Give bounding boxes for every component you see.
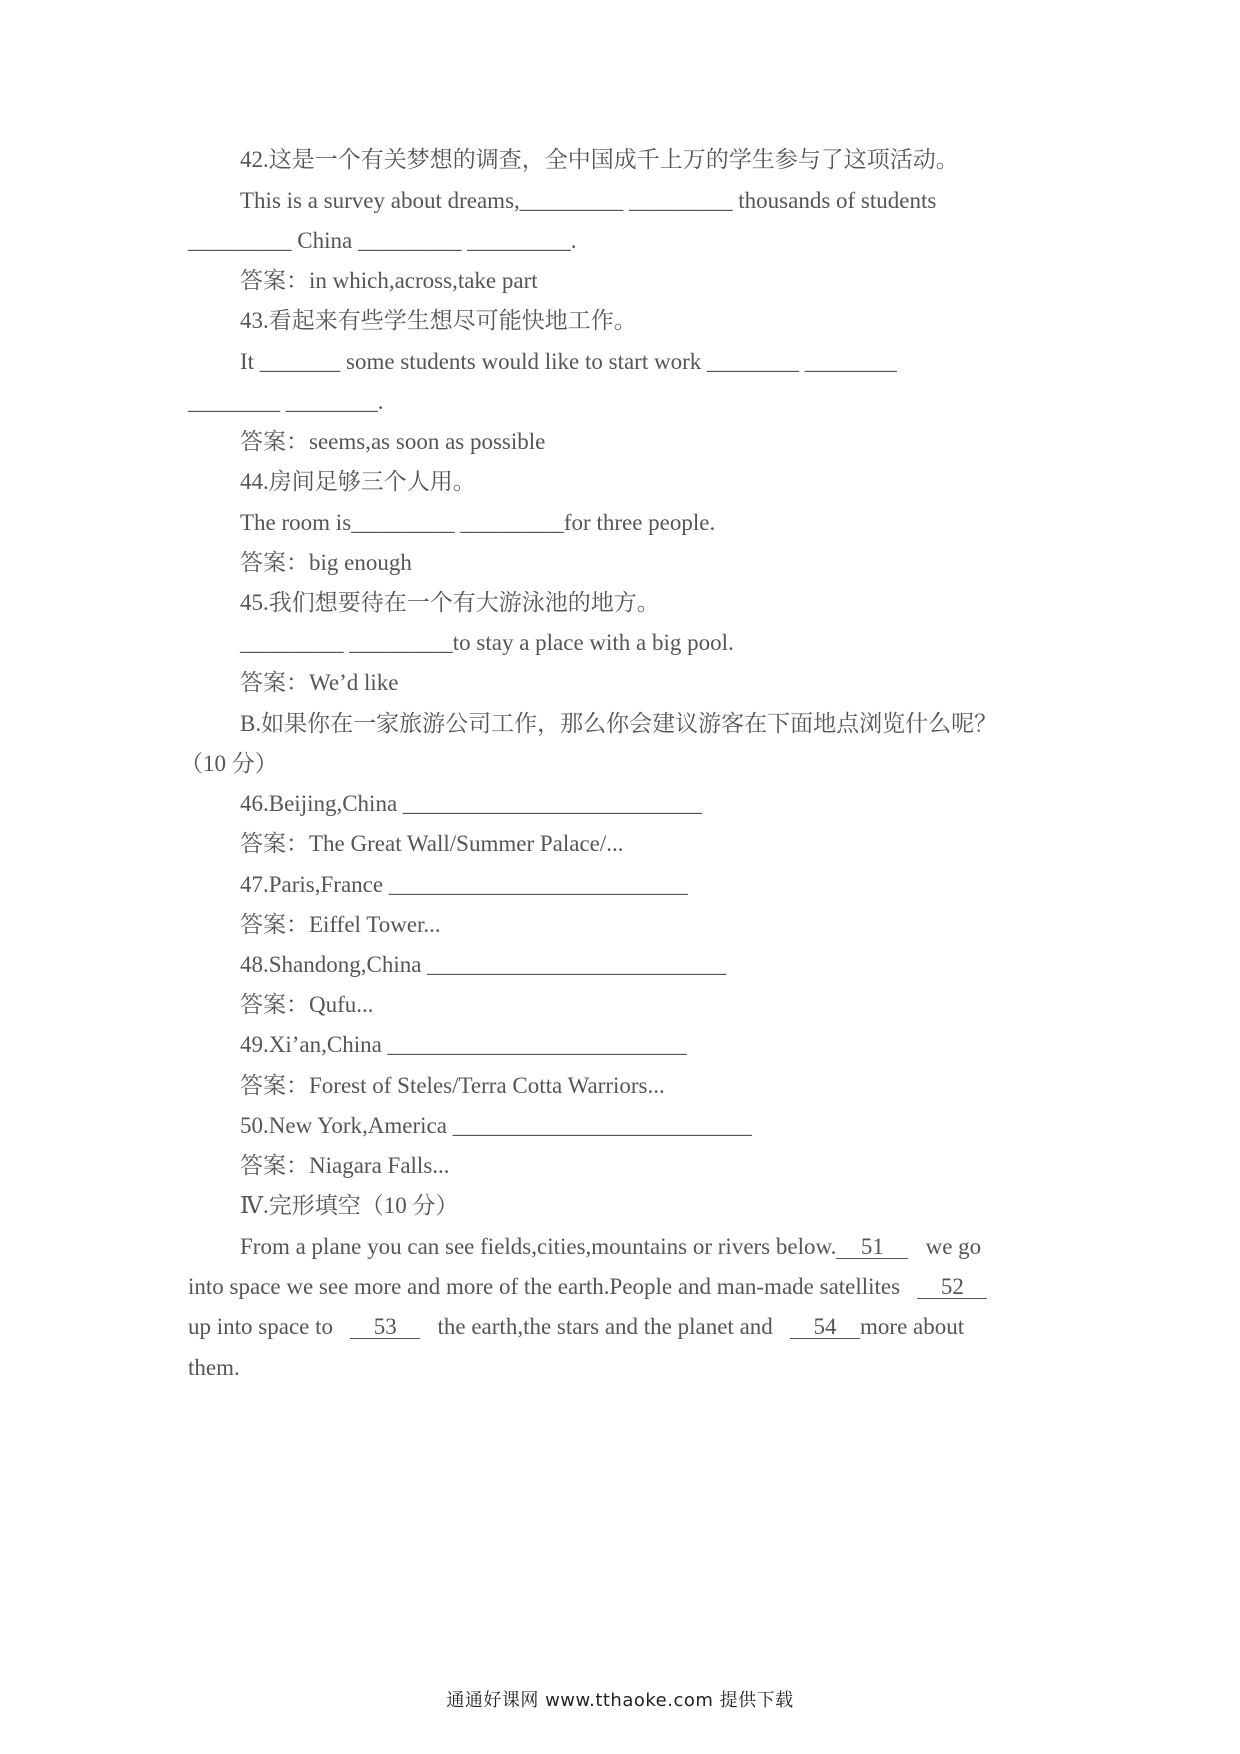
q47-answer: 答案：Eiffel Tower... <box>240 912 441 937</box>
cloze-blank-54: 54 <box>790 1312 860 1342</box>
cloze-line3 <box>188 1312 964 1342</box>
q45-chinese: 45.我们想要待在一个有大游泳池的地方。 <box>240 590 660 615</box>
q47-prompt: 47.Paris,France __________________________ <box>240 872 688 897</box>
cloze-line2 <box>188 1272 987 1302</box>
cloze-blank-53: 53 <box>350 1312 420 1342</box>
section-4-heading: Ⅳ.完形填空（10 分） <box>240 1193 459 1218</box>
q43-answer: 答案：seems,as soon as possible <box>240 429 546 454</box>
section-b-instruction: B.如果你在一家旅游公司工作，那么你会建议游客在下面地点浏览什么呢？ <box>240 711 998 736</box>
page-footer: 通通好课网 www.tthaoke.com 提供下载 <box>446 1690 794 1711</box>
cloze-text: From a plane you can see fields,cities,mountains or rivers below. <box>240 1234 837 1259</box>
cloze-blank-51: 51 <box>836 1232 908 1262</box>
q48-answer: 答案：Qufu... <box>240 992 374 1017</box>
q49-answer: 答案：Forest of Steles/Terra Cotta Warriors... <box>240 1073 665 1098</box>
cloze-line1 <box>240 1232 981 1262</box>
section-b-score: （10 分） <box>180 751 278 776</box>
q42-chinese: 42.这是一个有关梦想的调查，全中国成千上万的学生参与了这项活动。 <box>240 147 959 172</box>
q43-chinese: 43.看起来有些学生想尽可能快地工作。 <box>240 308 637 333</box>
q46-prompt: 46.Beijing,China __________________________ <box>240 791 702 816</box>
q42-english-line2: _________ China _________ _________. <box>188 228 577 253</box>
q42-answer: 答案：in which,across,take part <box>240 268 538 293</box>
q43-english-line1: It _______ some students would like to start work ________ ________ <box>240 349 897 374</box>
cloze-text: up into space to <box>188 1314 333 1339</box>
q45-answer: 答案：We’d like <box>240 670 399 695</box>
q46-answer: 答案：The Great Wall/Summer Palace/... <box>240 831 624 856</box>
cloze-text: into space we see more and more of the earth.People and man-made satellites <box>188 1274 901 1299</box>
q45-english: _________ _________to stay a place with a big pool. <box>240 630 734 655</box>
cloze-text: more about <box>860 1314 965 1339</box>
q43-english-line2: ________ ________. <box>188 389 384 414</box>
q44-english: The room is_________ _________for three people. <box>240 510 716 535</box>
cloze-text: we go <box>925 1234 982 1259</box>
q50-prompt: 50.New York,America __________________________ <box>240 1113 752 1138</box>
q42-english-line1: This is a survey about dreams,_________ _________ thousands of students <box>240 188 937 213</box>
q48-prompt: 48.Shandong,China __________________________ <box>240 952 727 977</box>
q50-answer: 答案：Niagara Falls... <box>240 1153 450 1178</box>
cloze-text: the earth,the stars and the planet and <box>437 1314 773 1339</box>
q49-prompt: 49.Xi’an,China __________________________ <box>240 1032 687 1057</box>
q44-chinese: 44.房间足够三个人用。 <box>240 469 476 494</box>
cloze-blank-52: 52 <box>917 1272 987 1302</box>
q44-answer: 答案：big enough <box>240 550 412 575</box>
cloze-line4: them. <box>188 1355 240 1380</box>
